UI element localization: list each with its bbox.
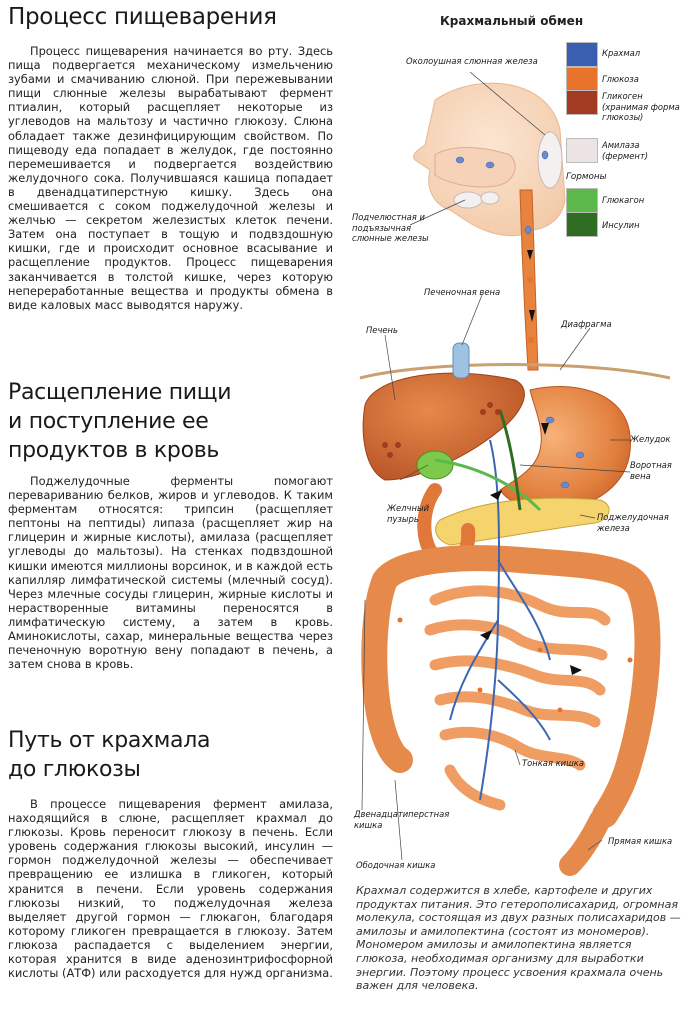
diaphragm-line (360, 365, 670, 379)
paragraph-digestion: Процесс пищеварения начинается во рту. Здесь пища подвергается механическому измельчению зубами и смачиванию слюной. При пережевывании пищи слюнные железы вырабатывают фермент птиалин, который расщепляет некоторые из углеводов на мальтозу и частично глюкозу. Слюна обладает также дезинфицирующим свойством. По пищеводу еда попадает в желудок, где постоянно перемешивается и подвергается воздействию желудочного сока. Получившаяся кашица попадает в двенадцатиперстную кишку. Здесь она смешивается с соком поджелудочной железы и желчью — секретом железистых клеток печени. Затем она поступает в тощую и подвздошную кишки, где и происходит основное всасывание и расщепление продуктов. Процесс пищеварения заканчивается в толстой кишке, через которую непереработанные вещества и продукты обмена в виде каловых масс выводятся наружу. (8, 44, 333, 312)
parotid-gland (538, 132, 562, 188)
title-line: до глюкозы (8, 757, 141, 782)
label-stomach: Желудок (630, 434, 671, 444)
label-submandibular: Подчелюстная и подъязычная слюнные железы (352, 212, 429, 243)
legend-label-glucagon: Глюкагон (602, 195, 645, 205)
title-line: продуктов в кровь (8, 438, 220, 463)
diagram-caption: Крахмал содержится в хлебе, картофеле и других продуктах питания. Это гетерополисахарид, огромная молекула, состоящая из двух разных полисахаридов — амилозы и амилопектина (состоят из мономеров). Мономером амилозы и амилопектина является глюкоза, необходимая организму для выработки энергии. Поэтому процесс усвоения крахмала очень важен для человека. (356, 884, 681, 993)
submandibular-gland (454, 192, 482, 208)
label-diaphragm: Диафрагма (561, 319, 612, 329)
gallbladder (417, 451, 453, 479)
sublingual-gland (481, 192, 499, 204)
legend-hormones-heading: Гормоны (566, 172, 607, 182)
title-line: и поступление ее (8, 409, 209, 434)
mouth-cavity (435, 148, 515, 187)
rectum (570, 820, 600, 865)
label-liver: Печень (366, 325, 398, 335)
title-line: Расщепление пищи (8, 380, 232, 405)
paragraph-starch: В процессе пищеварения фермент амилаза, находящийся в слюне, расщепляет крахмал до глюкозы. Кровь переносит глюкозу в печень. Если уровень содержания глюкозы высокий, инсулин — гормон поджелудочной железы — обеспечивает превращению ее излишка в гликоген, который хранится в печени. Если уровень содержания глюкозы низкий, то поджелудочная железа выделяет другой гормон — глюкагон, благодаря которому гликоген превращается в глюкозу. Затем глюкоза распадается с выделением энергии, которая хранится в виде аденозинтрифосфорной кислоты (АТФ) или расходуется для нужд организма. (8, 797, 333, 981)
label-colon: Ободочная кишка (356, 860, 436, 870)
legend-label-glucose: Глюкоза (602, 74, 639, 84)
paragraph-breakdown: Поджелудочные ферменты помогают перевариванию белков, жиров и углеводов. К таким ферментам относятся: трипсин (расщепляет пептоны на пептиды) липаза (расщепляет жир на глицерин и жирные кислоты), амилаза (расщепляет углеводы до мальтозы). На стенках подвздошной кишки имеются миллионы ворсинок, и в каждой есть капилляр лимфатической системы (млечный сосуд). Через млечные сосуды глицерин, жирные кислоты и нерастворенные витамины переносятся в лимфатическую систему, а затем в кровь. Аминокислоты, сахар, минеральные вещества через печеночную воротную вену попадают в печень, а затем снова в кровь. (8, 474, 333, 672)
label-gallbladder: Желчный пузырь (387, 503, 430, 524)
label-portal-vein: Воротная вена (630, 460, 672, 481)
label-rectum: Прямая кишка (608, 836, 673, 846)
hepatic-vein (453, 343, 469, 378)
label-small-intestine: Тонкая кишка (522, 758, 584, 768)
label-parotid: Околоушная слюнная железа (406, 56, 538, 66)
label-hepatic-vein: Печеночная вена (424, 287, 501, 297)
section-title-breakdown (8, 378, 231, 465)
section-title-digestion: Процесс пищеварения (8, 4, 277, 30)
legend-label-amylase: Амилаза (фермент) (602, 140, 648, 161)
label-pancreas: Поджелудочная железа (597, 512, 669, 533)
legend-label-glycogen: Гликоген (хранимая форма глюкозы) (602, 91, 680, 122)
label-duodenum: Двенадцатиперстная кишка (354, 809, 450, 830)
legend-label-insulin: Инсулин (602, 220, 640, 230)
section-title-starch (8, 726, 210, 784)
title-line: Путь от крахмала (8, 728, 211, 753)
diagram-title: Крахмальный обмен (440, 14, 584, 28)
legend-label-starch: Крахмал (602, 48, 641, 58)
